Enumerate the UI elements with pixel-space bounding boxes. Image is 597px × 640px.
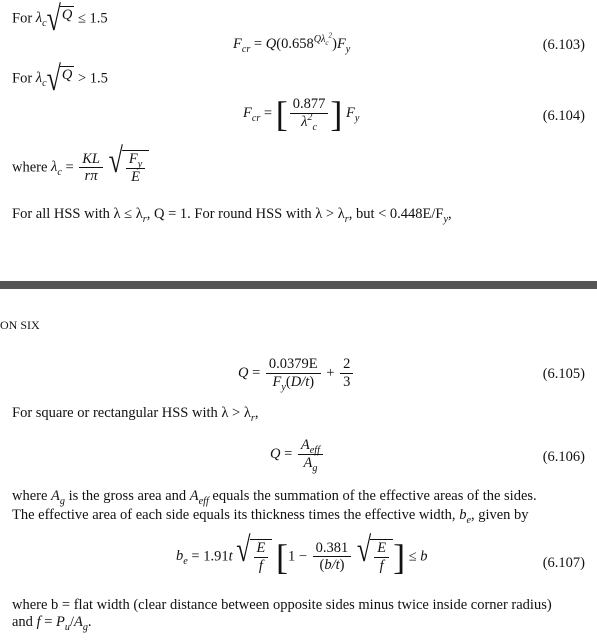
eq104-numerator: 0.877 xyxy=(290,96,329,114)
equation-number-6-107: (6.107) xyxy=(542,555,585,571)
sqrt-symbol: √ Q xyxy=(46,0,73,38)
eq105-fraction-num: 2 xyxy=(340,356,353,374)
equation-6-104: $F_{cr}$ = [ $\frac{0.877}{\lambda^2_c}$ ] $F_y$ xyxy=(243,94,360,134)
para1-b: is the gross area and xyxy=(64,488,190,504)
running-header: ON SIX xyxy=(0,318,40,332)
eq105-numerator: 0.0379E xyxy=(266,356,321,374)
eq107-coef: 1.91 xyxy=(203,548,229,565)
where-word: where xyxy=(12,159,48,176)
square-line-a: For square or rectangular HSS with λ > λ xyxy=(12,405,251,421)
para1-a: where xyxy=(12,488,52,504)
page-divider xyxy=(0,281,597,289)
para-effective-area: The effective area of each side equals its thickness times the effective width, $b_e$, given by xyxy=(12,507,529,526)
sqrt-symbol: √ Q xyxy=(46,58,73,98)
square-hss-line: For square or rectangular HSS with $\lambda > \lambda_r$, xyxy=(12,405,259,424)
eq105-fraction-den: 3 xyxy=(343,373,351,390)
equation-6-106: Q = $\frac{A_{eff}}{A_g}$ xyxy=(270,437,325,472)
condition-lambda-gt: For $\lambda_c$ √ Q > 1.5 xyxy=(12,58,108,98)
hss-line-c: , but < 0.448E/F xyxy=(348,206,444,222)
hss-line-a: For all HSS with λ ≤ λ xyxy=(12,206,143,222)
equation-6-103: $F_{cr} = Q(0.658^{Q\lambda_c^2})F_y$ xyxy=(233,32,351,56)
para-f-def: and $f = P_u/A_g$. xyxy=(12,614,92,633)
hss-line-d: , xyxy=(447,206,452,222)
para2-b: , given by xyxy=(470,507,529,523)
equation-number-6-106: (6.106) xyxy=(542,449,585,465)
eq107-inner-num: 0.381 xyxy=(313,540,352,558)
condition-word: For xyxy=(12,10,33,27)
para-gross-area: where $A_g$ is the gross area and $A_{eff}$ equals the summation of the effective areas of the sides. xyxy=(12,488,537,507)
hss-line: For all HSS with $\lambda \le \lambda_r$, Q = 1. For round HSS with $\lambda > \lambda_r$, but < $0.448E/F_y$, xyxy=(12,206,452,225)
para-flat-width: where b = flat width (clear distance between opposite sides minus twice inside corner radius) xyxy=(12,597,552,613)
para4-a: and xyxy=(12,614,37,630)
equation-6-105: Q = $\frac{0.0379E}{F_y(D/t)}$ + $\frac{2}{3}$ xyxy=(238,356,355,391)
condition-lambda-le: For $\lambda_c$ √ Q ≤ 1.5 xyxy=(12,0,108,38)
hss-line-b: , Q = 1. For round HSS with λ > λ xyxy=(146,206,345,222)
para1-c: equals the summation of the effective areas of the sides. xyxy=(208,488,537,504)
condition-tail: ≤ 1.5 xyxy=(77,10,108,27)
condition-tail: > 1.5 xyxy=(77,70,108,87)
para2-a: The effective area of each side equals its thickness times the effective width, xyxy=(12,507,460,523)
condition-word: For xyxy=(12,70,33,87)
equation-number-6-105: (6.105) xyxy=(542,366,585,382)
equation-number-6-104: (6.104) xyxy=(542,108,585,124)
para4-b: . xyxy=(87,614,92,630)
equation-6-107: $b_e = 1.91t$ √ $\frac{E}{f}$ [1 − $\frac{0.381}{(b/t)}$ √ $\frac{E}{f}$ ] ≤ b xyxy=(176,529,428,578)
where-lambda-def: where $\lambda_c$ = $\frac{KL}{r\pi}$ √ $\frac{F_y}{E}$ xyxy=(12,150,149,186)
equation-number-6-103: (6.103) xyxy=(542,37,585,53)
square-line-b: , xyxy=(254,405,259,421)
eq103-base: 0.658 xyxy=(281,36,314,53)
